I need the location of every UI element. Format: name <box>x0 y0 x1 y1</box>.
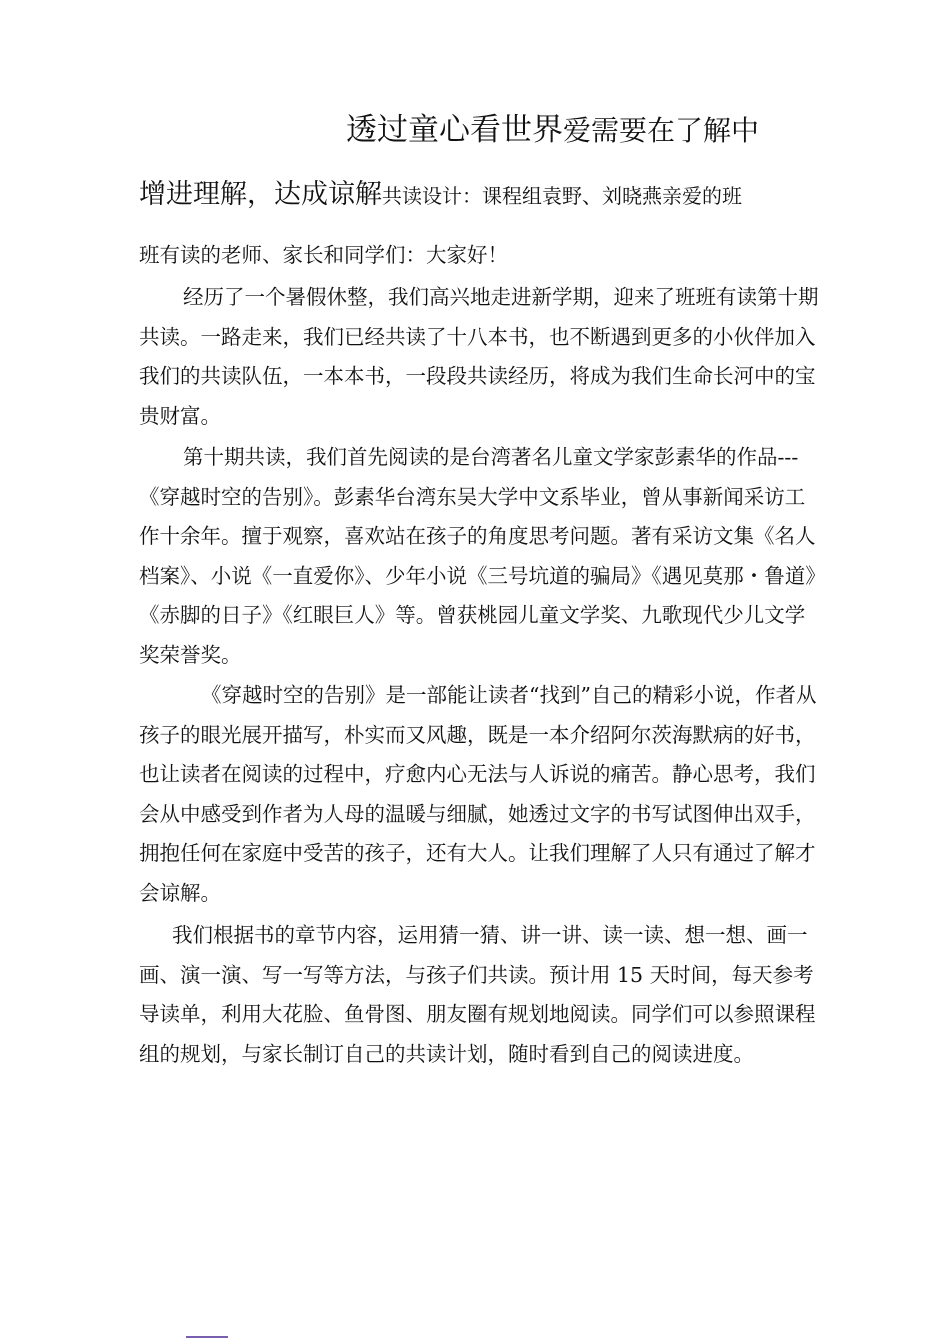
paragraph-4: 我们根据书的章节内容，运用猜一猜、讲一讲、读一读、想一想、画一画、演一演、写一写等方法，与孩子们共读。预计用 15 天时间，每天参考导读单，利用大花脸、鱼骨图、朋友圈有规划地阅读。同学们可以参照课程组的规划，与家长制订自己的共读计划，随时看到自己的阅读进度。 <box>139 923 816 1066</box>
document-subtitle <box>139 172 742 211</box>
footer-link-mark <box>186 1336 228 1338</box>
document-title <box>346 104 759 149</box>
title-main: 透过童心看世界 <box>346 112 563 148</box>
subtitle-tail: 共读设计：课程组袁野、刘晓燕亲爱的班 <box>382 184 742 208</box>
greeting-line: 班有读的老师、家长和同学们：大家好！ <box>139 243 508 267</box>
subtitle-main: 增进理解，达成谅解 <box>139 179 382 210</box>
paragraph-1: 经历了一个暑假休整，我们高兴地走进新学期，迎来了班班有读第十期共读。一路走来，我们已经共读了十八本书，也不断遇到更多的小伙伴加入我们的共读队伍，一本本书，一段段共读经历，将成为我们生命长河中的宝贵财富。 <box>139 285 819 428</box>
paragraph-2: 第十期共读，我们首先阅读的是台湾著名儿童文学家彭素华的作品---《穿越时空的告别》。彭素华台湾东吴大学中文系毕业，曾从事新闻采访工作十余年。擅于观察，喜欢站在孩子的角度思考问题。著有采访文集《名人档案》、小说《一直爱你》、少年小说《三号坑道的骗局》《遇见莫那・鲁道》《赤脚的日子》《红眼巨人》等。曾获桃园儿童文学奖、九歌现代少儿文学奖荣誉奖。 <box>139 445 816 667</box>
title-tail: 爱需要在了解中 <box>563 114 760 147</box>
paragraph-3: 《穿越时空的告别》是一部能让读者“找到”自己的精彩小说，作者从孩子的眼光展开描写，朴实而又风趣，既是一本介绍阿尔茨海默病的好书，也让读者在阅读的过程中，疗愈内心无法与人诉说的痛苦。静心思考，我们会从中感受到作者为人母的温暖与细腻，她透过文字的书写试图伸出双手，拥抱任何在家庭中受苦的孩子，还有大人。让我们理解了人只有通过了解才会谅解。 <box>139 683 817 905</box>
